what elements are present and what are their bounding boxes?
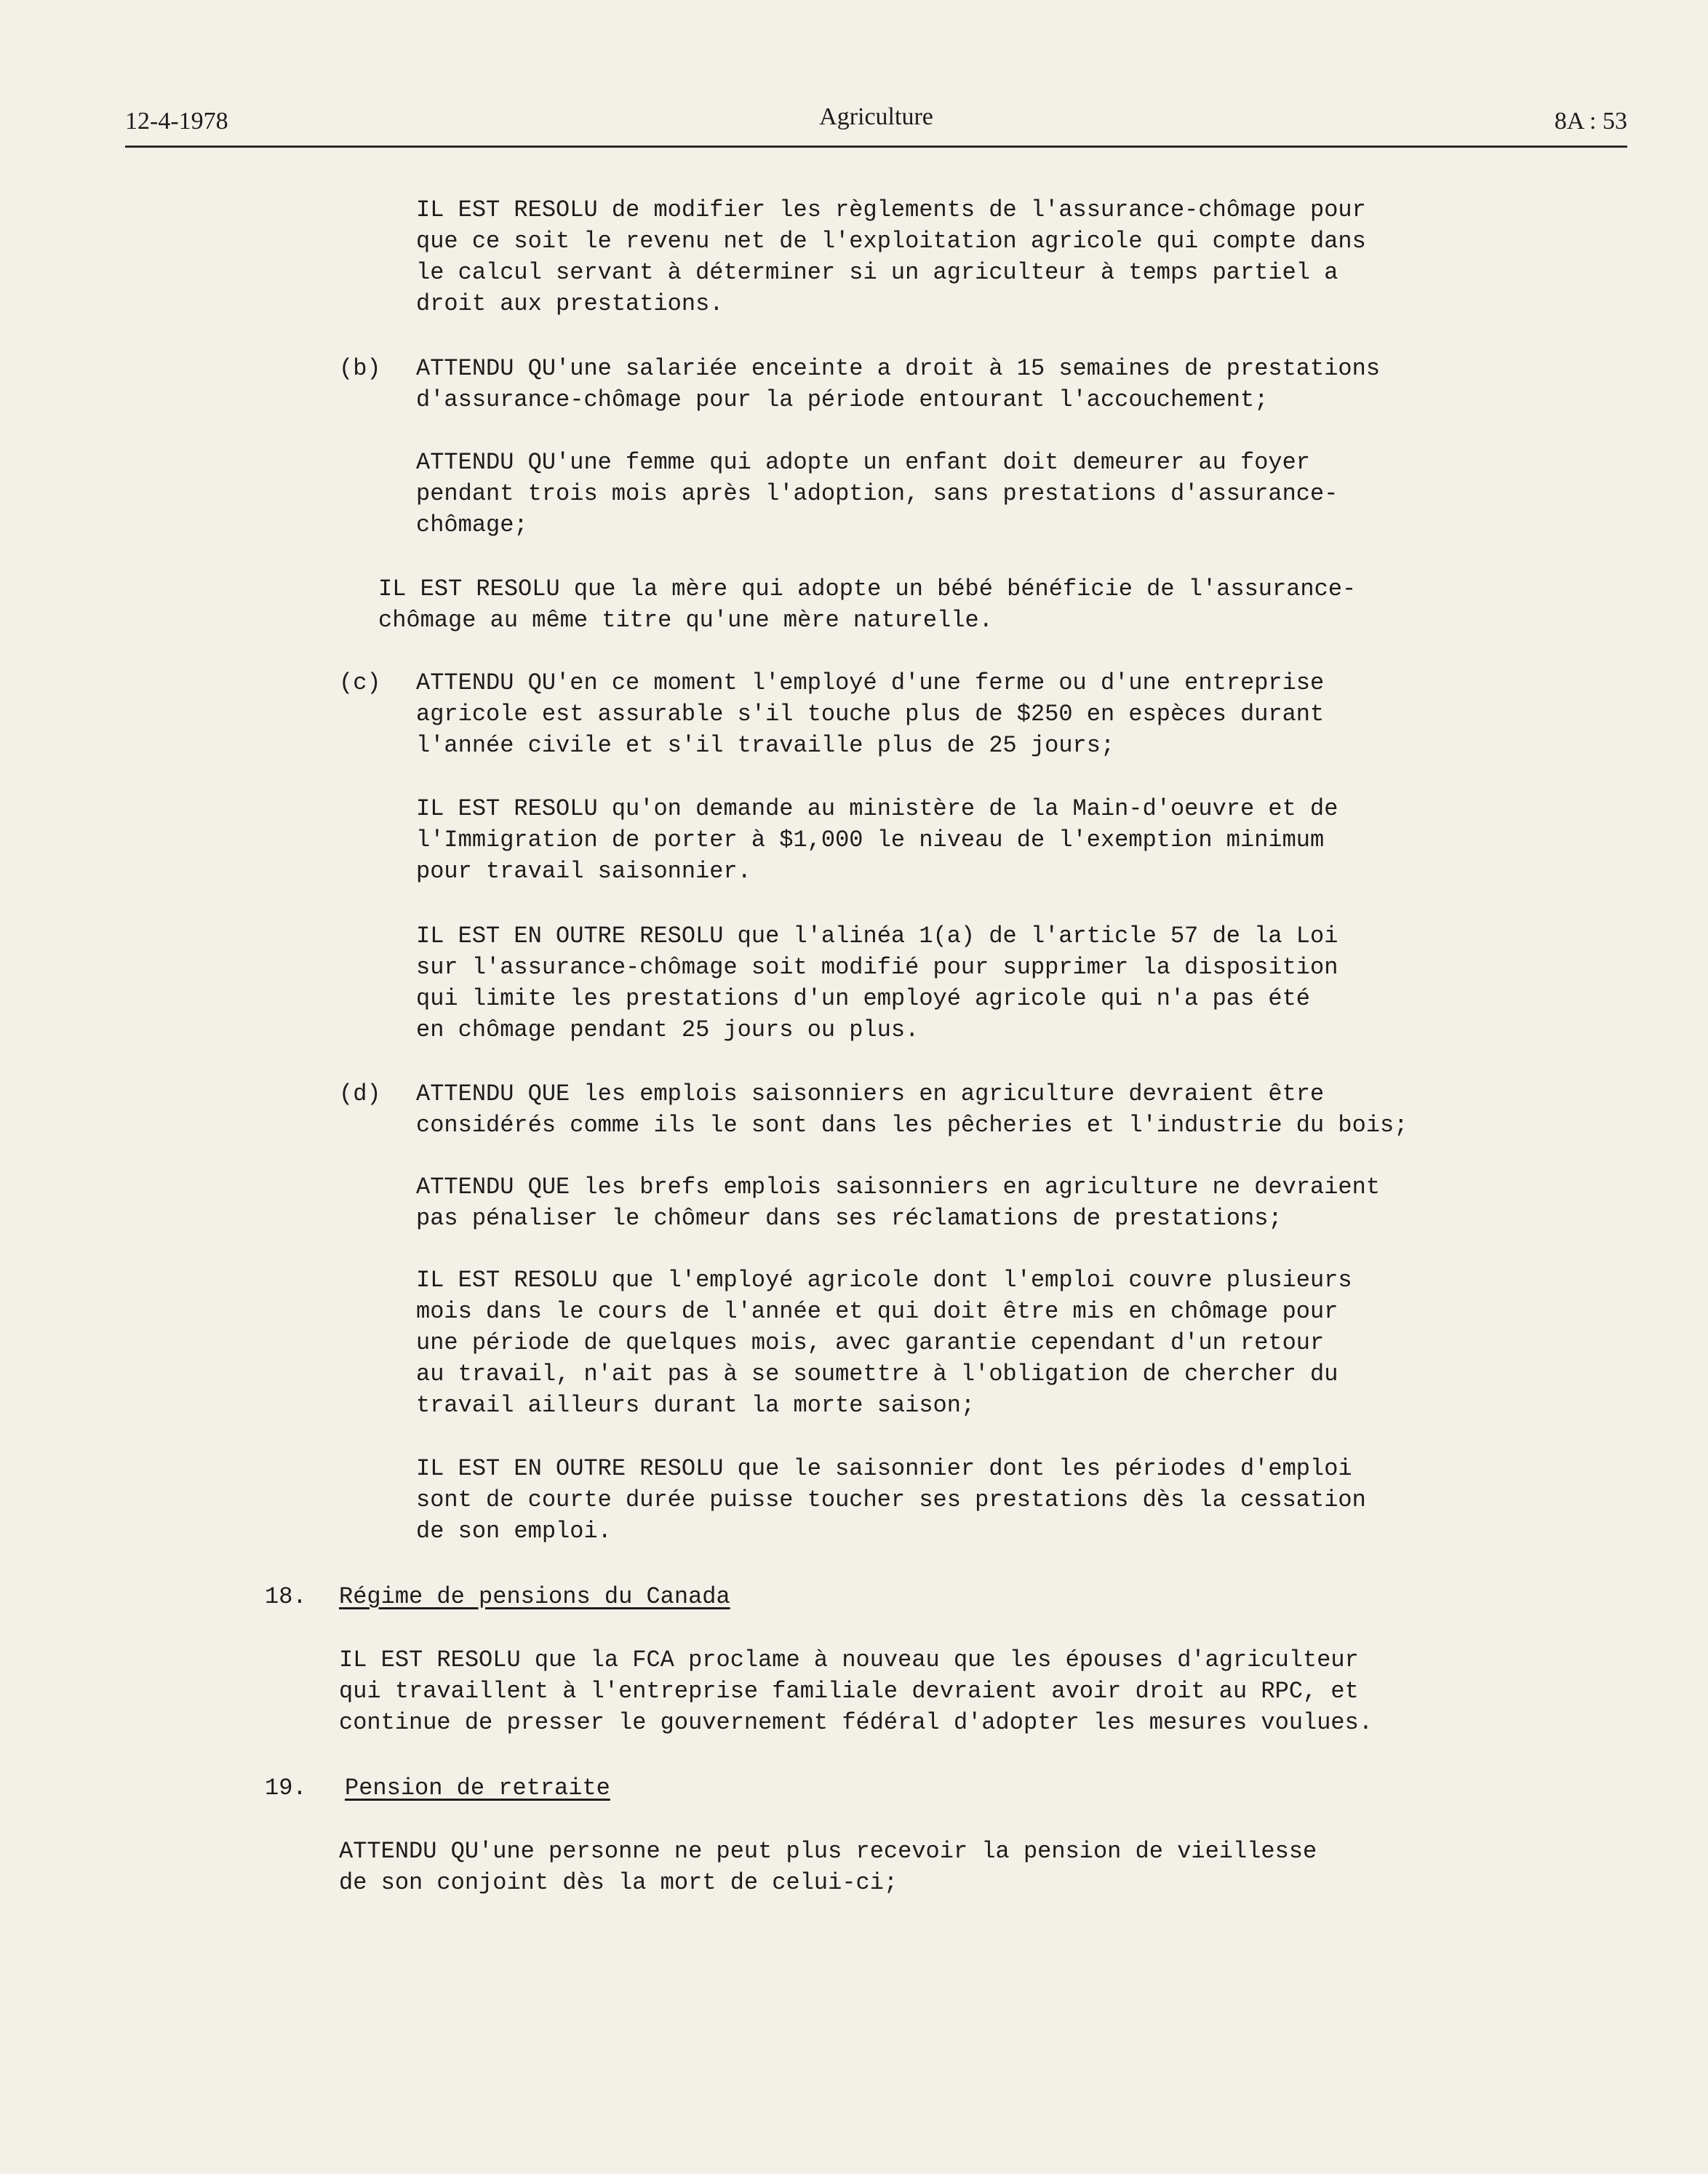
paragraph-d-whereas-seasonal: ATTENDU QUE les emplois saisonniers en agriculture devraient être considérés comme ils le sont dans les pêcheries et l'industrie du bois; bbox=[416, 1080, 1408, 1139]
paragraph-c-further-resolved: IL EST EN OUTRE RESOLU que l'alinéa 1(a) de l'article 57 de la Loi sur l'assurance-chômage soit modifié pour supprimer la disposition qui limite les prestations d'un employé agricole qui n'a pas été en chômage pendant 25 jours ou plus. bbox=[416, 923, 1338, 1043]
paragraph-c-whereas: ATTENDU QU'en ce moment l'employé d'une ferme ou d'une entreprise agricole est assurable s'il touche plus de $250 en espèces durant l'année civile et s'il travaille plus de 25 jours; bbox=[416, 669, 1325, 759]
paragraph-resolution-net-income: IL EST RESOLU de modifier les règlements de l'assurance-chômage pour que ce soit le revenu net de l'exploitation agricole qui compte dans le calcul servant à déterminer si un agriculteur à temps partiel a droit aux prestations. bbox=[416, 196, 1366, 317]
item-label-d: (d) bbox=[339, 1080, 381, 1107]
header-date: 12-4-1978 bbox=[125, 108, 228, 135]
paragraph-d-further-resolved: IL EST EN OUTRE RESOLU que le saisonnier dont les périodes d'emploi sont de courte durée puisse toucher ses prestations dès la cessation de son emploi. bbox=[416, 1455, 1366, 1545]
item-label-c: (c) bbox=[339, 669, 381, 696]
section-19-title: Pension de retraite bbox=[345, 1775, 610, 1801]
section-19-number: 19. bbox=[265, 1775, 307, 1801]
section-19-text: ATTENDU QU'une personne ne peut plus recevoir la pension de vieillesse de son conjoint dès la mort de celui-ci; bbox=[339, 1838, 1317, 1896]
section-18-title: Régime de pensions du Canada bbox=[339, 1583, 730, 1610]
page-header bbox=[125, 102, 1627, 148]
paragraph-b-whereas-adopt: ATTENDU QU'une femme qui adopte un enfant doit demeurer au foyer pendant trois mois après l'adoption, sans prestations d'assurance- chômage; bbox=[416, 449, 1338, 538]
paragraph-d-resolved: IL EST RESOLU que l'employé agricole dont l'emploi couvre plusieurs mois dans le cours de l'année et qui doit être mis en chômage pour une période de quelques mois, avec garantie cependant d'un retour au travail, n'ait pas à se soumettre à l'obligation de chercher du travail ailleurs durant la morte saison; bbox=[416, 1267, 1352, 1419]
paragraph-b-whereas-pregnant: ATTENDU QU'une salariée enceinte a droit à 15 semaines de prestations d'assurance-chômage pour la période entourant l'accouchement; bbox=[416, 355, 1381, 413]
header-title: Agriculture bbox=[819, 103, 933, 130]
section-18-number: 18. bbox=[265, 1583, 307, 1610]
header-page-number: 8A : 53 bbox=[1554, 108, 1627, 135]
section-18-text: IL EST RESOLU que la FCA proclame à nouveau que les épouses d'agriculteur qui travaillent à l'entreprise familiale devraient avoir droit au RPC, et continue de presser le gouvernement fédéral d'adopter les mesures voulues. bbox=[339, 1647, 1373, 1736]
item-label-b: (b) bbox=[339, 355, 381, 382]
paragraph-d-whereas-short: ATTENDU QUE les brefs emplois saisonniers en agriculture ne devraient pas pénaliser le chômeur dans ses réclamations de prestations; bbox=[416, 1174, 1381, 1232]
paragraph-c-resolved: IL EST RESOLU qu'on demande au ministère de la Main-d'oeuvre et de l'Immigration de porter à $1,000 le niveau de l'exemption minimum pour travail saisonnier. bbox=[416, 795, 1338, 885]
paragraph-b-resolved: IL EST RESOLU que la mère qui adopte un bébé bénéficie de l'assurance- chômage au même titre qu'une mère naturelle. bbox=[378, 576, 1357, 634]
